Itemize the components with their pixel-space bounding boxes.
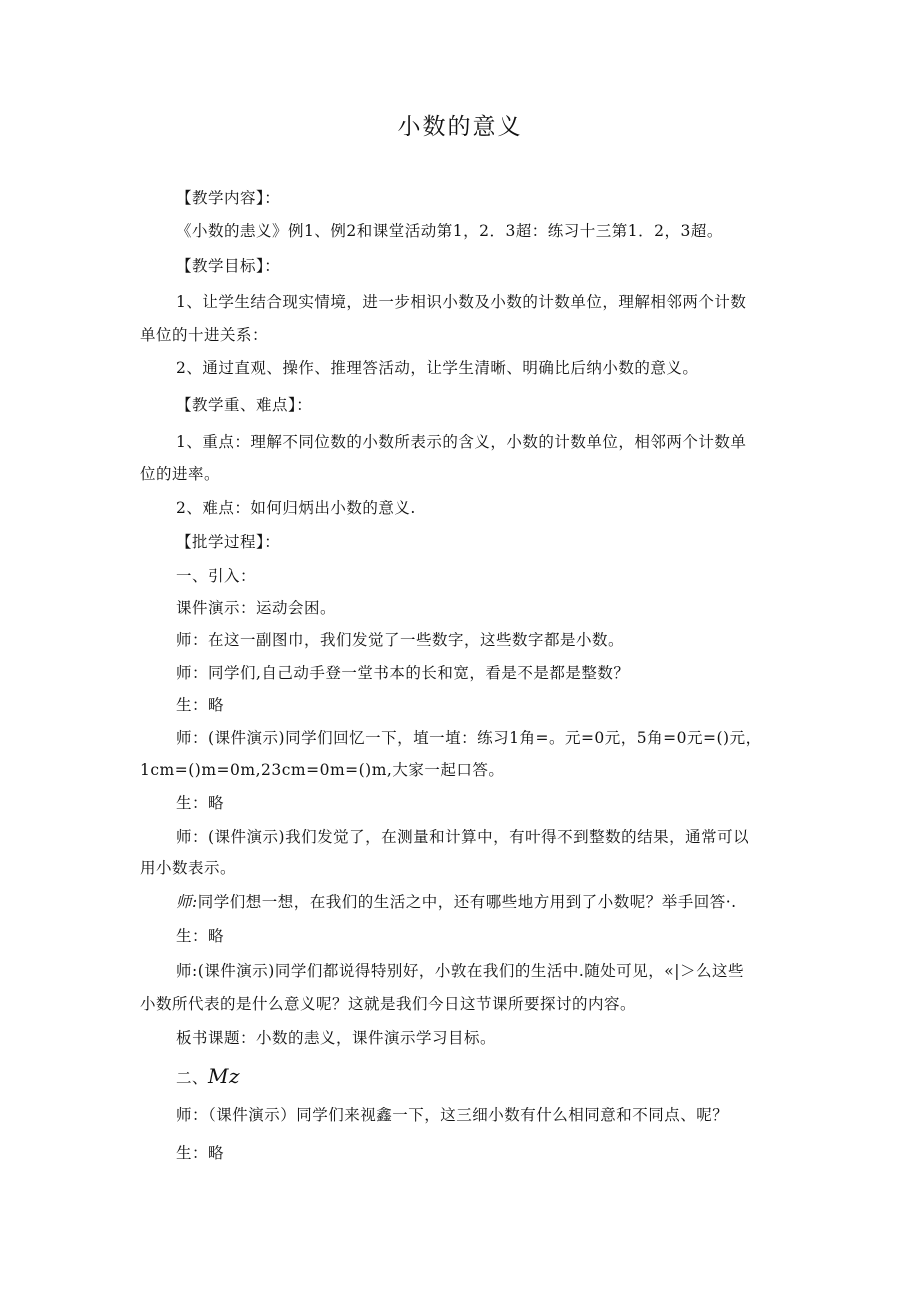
paragraph-teacher-7: 师：（课件演示）同学们来视鑫一下，这三细小数有什么相同意和不同点、呢？ — [176, 1106, 729, 1124]
document-title: 小数的意义 — [397, 114, 523, 140]
paragraph-goal-1: 1、让学生结合现实情境，进一步相识小数及小数的计数单位，理解相邻两个计数 — [176, 293, 747, 311]
section-two-label: 二、 — [176, 1069, 209, 1087]
paragraph-student-3: 生：略 — [176, 927, 225, 945]
paragraph-teacher-1: 师：在这一副图巾，我们发觉了一些数字，这些数字都是小数。 — [176, 631, 625, 649]
paragraph-goal-1-cont: 单位的十进关系： — [140, 326, 269, 344]
section-two-tail: Mz — [208, 1064, 241, 1088]
paragraph-teacher-3-cont: 1cm=()m=0m,23cm=0m=()m,大家一起口答。 — [140, 761, 505, 779]
heading-teaching-goals: 【教学目标】： — [176, 257, 281, 275]
paragraph-teacher-6: 师:(课件演示)同学们都说得特别好，小敦在我们的生活中.随处可见，«|＞么这些 — [176, 962, 744, 980]
teacher-prefix-italic: 师: — [176, 893, 198, 911]
paragraph-key-2: 2、难点：如何归炳出小数的意义. — [176, 499, 416, 517]
paragraph-key-1: 1、重点：理解不同位数的小数所表示的含义，小数的计数单位，相邻两个计数单 — [176, 433, 747, 451]
paragraph-student-2: 生：略 — [176, 794, 225, 812]
paragraph-goal-2: 2、通过直观、操作、推理答活动，让学生清晰、明确比后纳小数的意义。 — [176, 359, 699, 377]
paragraph-content: 《小数的恚义》例1、例2和课堂活动第1，2．3超：练习十三第1．2，3超。 — [176, 222, 723, 240]
paragraph-key-1-cont: 位的进率。 — [140, 465, 221, 483]
paragraph-courseware: 课件演示：运动会困。 — [176, 599, 337, 617]
heading-key-points: 【教学重、难点】： — [176, 396, 313, 414]
heading-teaching-content: 【教学内容】： — [176, 189, 281, 207]
paragraph-teacher-6-cont: 小数所代表的是什么意义呢？这就是我们今日这节课所要探讨的内容。 — [140, 995, 637, 1013]
heading-teaching-process: 【批学过程】： — [176, 533, 281, 551]
section-two-heading — [176, 1066, 240, 1088]
section-one-heading: 一、引入： — [176, 567, 257, 585]
paragraph-teacher-5 — [176, 892, 737, 912]
paragraph-teacher-5-text: 同学们想一想，在我们的生活之中，还有哪些地方用到了小数呢？举手回答·. — [197, 893, 737, 911]
paragraph-teacher-3: 师：(课件演示)同学们回忆一下，埴一埴：练习1角=。元=0元，5角=0元=()元， — [176, 729, 762, 747]
paragraph-blackboard: 板书课题：小数的恚义，课件演示学习目标。 — [176, 1029, 497, 1047]
paragraph-teacher-2: 师：同学们,自己动手登一堂书本的长和宽，看是不是都是整数？ — [176, 664, 630, 682]
paragraph-teacher-4-cont: 用小数表示。 — [140, 859, 237, 877]
paragraph-student-1: 生：略 — [176, 696, 225, 714]
paragraph-student-4: 生：略 — [176, 1144, 225, 1162]
paragraph-teacher-4: 师：(课件演示)我们发觉了，在测量和计算中，有叶得不到整数的结果，通常可以 — [176, 828, 750, 846]
